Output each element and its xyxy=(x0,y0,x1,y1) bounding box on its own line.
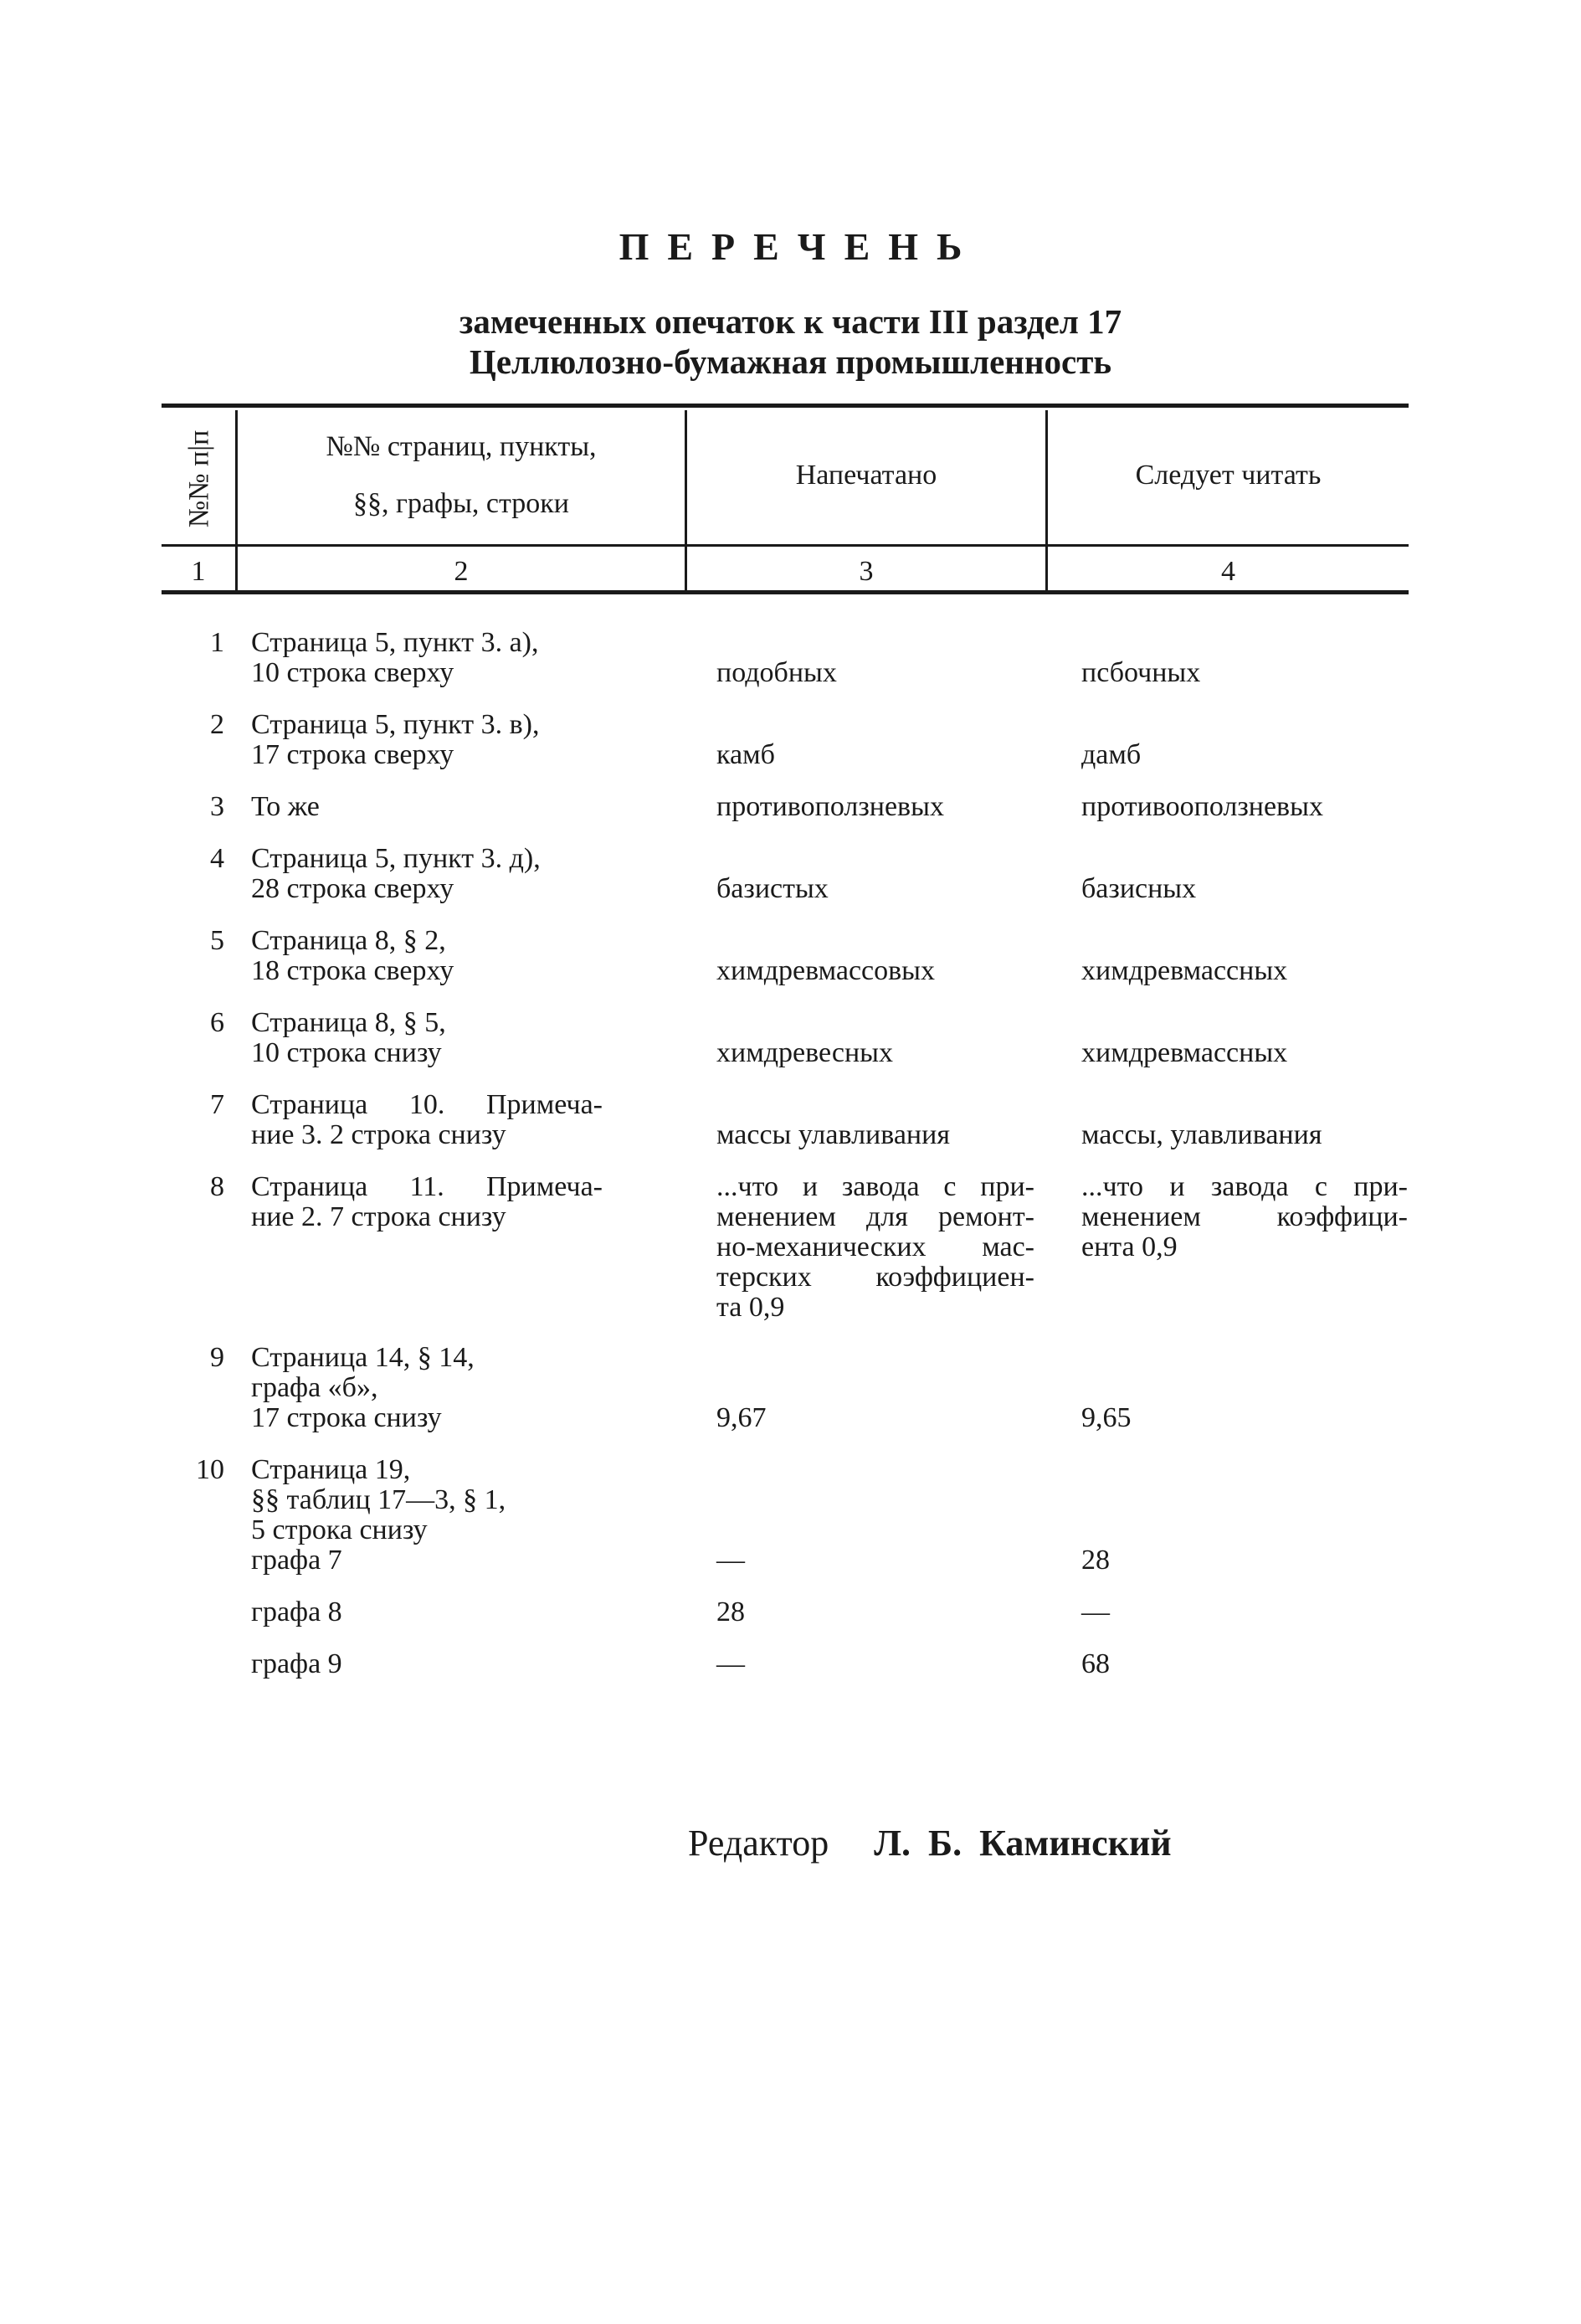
printed-line: менением для ремонт- xyxy=(716,1201,1034,1232)
printed-line: та 0,9 xyxy=(716,1292,785,1323)
row-correct xyxy=(1081,1172,1416,1262)
location-line: графа 8 xyxy=(251,1596,342,1627)
row-printed: массы улавливания xyxy=(716,1119,950,1150)
header-col2 xyxy=(238,419,685,532)
signature-name: Л. Б. Каминский xyxy=(874,1823,1172,1864)
row-printed: — xyxy=(716,1545,745,1576)
row-number: 10 xyxy=(196,1454,224,1485)
location-line: Страница 19, xyxy=(251,1454,411,1485)
row-printed: химдревмассовых xyxy=(716,955,936,986)
row-correct: 9,65 xyxy=(1081,1402,1132,1433)
row-correct: — xyxy=(1081,1596,1110,1627)
header-col1: №№ п|п xyxy=(183,429,215,528)
row-printed: 28 xyxy=(716,1596,745,1627)
location-line: графа «б», xyxy=(251,1372,378,1403)
location-line: графа 7 xyxy=(251,1545,342,1576)
row-printed: камб xyxy=(716,739,775,770)
printed-line: но-механических мас- xyxy=(716,1231,1034,1262)
row-number: 7 xyxy=(210,1089,224,1120)
column-number-4: 4 xyxy=(1221,556,1235,587)
location-line: 17 строка сверху xyxy=(251,739,454,770)
row-location xyxy=(251,926,686,986)
location-line: ние 2. 7 строка снизу xyxy=(251,1201,506,1232)
row-correct: химдревмассных xyxy=(1081,1037,1288,1068)
row-location xyxy=(251,1172,686,1232)
location-line: 17 строка снизу xyxy=(251,1402,442,1433)
row-number: 4 xyxy=(210,843,224,874)
header-col2-line1: №№ страниц, пункты, xyxy=(326,431,597,462)
row-location xyxy=(251,844,686,904)
row-correct: базисных xyxy=(1081,873,1197,904)
signature-role: Редактор xyxy=(688,1823,829,1864)
column-number-2: 2 xyxy=(454,556,469,587)
row-printed: — xyxy=(716,1648,745,1679)
location-line: §§ таблиц 17—3, § 1, xyxy=(251,1484,506,1515)
row-printed: подобных xyxy=(716,657,837,688)
header-col2-line2: §§, графы, строки xyxy=(353,488,569,519)
row-printed xyxy=(716,1172,1043,1323)
location-line: графа 9 xyxy=(251,1648,342,1679)
row-printed: химдревесных xyxy=(716,1037,894,1068)
row-location xyxy=(251,792,686,822)
row-location xyxy=(251,1090,686,1150)
row-location xyxy=(251,1008,686,1068)
location-line: 10 строка снизу xyxy=(251,1037,442,1068)
row-correct: дамб xyxy=(1081,739,1142,770)
row-correct: массы, улавливания xyxy=(1081,1119,1322,1150)
document-title: ПЕРЕЧЕНЬ xyxy=(619,225,981,268)
row-number: 8 xyxy=(210,1171,224,1202)
location-line: 10 строка сверху xyxy=(251,657,454,688)
row-printed: базистых xyxy=(716,873,829,904)
column-number-3: 3 xyxy=(859,556,874,587)
printed-line: ...что и завода с при- xyxy=(716,1171,1034,1202)
correct-line: менением коэффици- xyxy=(1081,1201,1408,1232)
row-number: 2 xyxy=(210,709,224,740)
header-col4: Следует читать xyxy=(1135,460,1322,491)
editor-signature xyxy=(688,1822,1172,1864)
location-line: То же xyxy=(251,791,320,822)
location-line: Страница 14, § 14, xyxy=(251,1342,475,1373)
row-number: 1 xyxy=(210,627,224,658)
row-number: 3 xyxy=(210,791,224,822)
location-line: Страница 8, § 5, xyxy=(251,1007,446,1038)
location-line: 28 строка сверху xyxy=(251,873,454,904)
row-location xyxy=(251,1649,686,1679)
location-line: 5 строка снизу xyxy=(251,1514,428,1545)
location-line: Страница 5, пункт 3. а), xyxy=(251,627,539,658)
row-location xyxy=(251,1597,686,1627)
row-number: 6 xyxy=(210,1007,224,1038)
location-line: Страница 5, пункт 3. в), xyxy=(251,709,540,740)
row-location xyxy=(251,1343,686,1433)
table-top-rule xyxy=(162,404,1409,408)
document-subtitle-line2: Целлюлозно-бумажная промышленность xyxy=(469,342,1112,381)
row-correct: 68 xyxy=(1081,1648,1110,1679)
correct-line: ...что и завода с при- xyxy=(1081,1171,1408,1202)
row-location xyxy=(251,710,686,770)
column-number-1: 1 xyxy=(191,556,206,587)
header-col3: Напечатано xyxy=(795,460,937,491)
row-correct: химдревмассных xyxy=(1081,955,1288,986)
location-line: 18 строка сверху xyxy=(251,955,454,986)
location-line: Страница 10. Примеча- xyxy=(251,1089,603,1120)
row-correct: противооползневых xyxy=(1081,791,1323,822)
row-number: 9 xyxy=(210,1342,224,1373)
row-printed: 9,67 xyxy=(716,1402,767,1433)
printed-line: терских коэффициен- xyxy=(716,1262,1034,1293)
correct-line: ента 0,9 xyxy=(1081,1231,1178,1262)
table-header-rule xyxy=(162,544,1409,547)
location-line: Страница 5, пункт 3. д), xyxy=(251,843,541,874)
location-line: Страница 8, § 2, xyxy=(251,925,446,956)
document-subtitle-line1: замеченных опечаток к части III раздел 17 xyxy=(459,302,1122,341)
row-printed: противоползневых xyxy=(716,791,944,822)
location-line: Страница 11. Примеча- xyxy=(251,1171,603,1202)
row-correct: 28 xyxy=(1081,1545,1110,1576)
row-correct: псбочных xyxy=(1081,657,1201,688)
row-location xyxy=(251,628,686,688)
row-location xyxy=(251,1455,686,1576)
location-line: ние 3. 2 строка снизу xyxy=(251,1119,506,1150)
row-number: 5 xyxy=(210,925,224,956)
